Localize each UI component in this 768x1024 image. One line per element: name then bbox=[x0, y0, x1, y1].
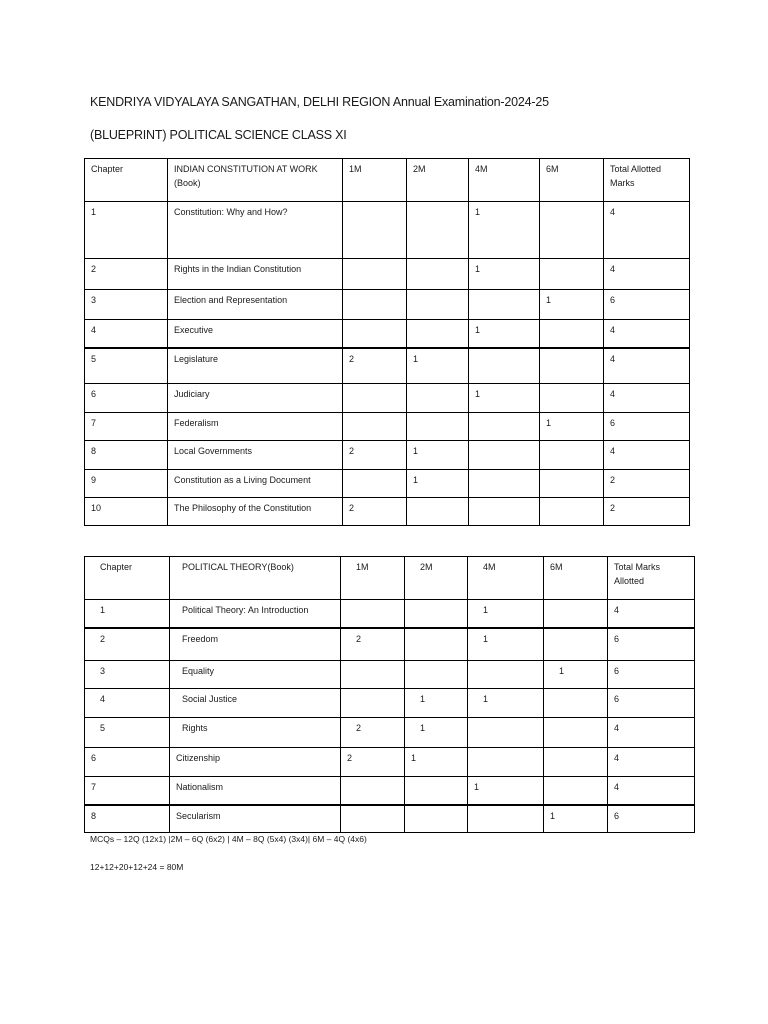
header-two-mark: 2M bbox=[405, 557, 468, 600]
chapter-number-cell: 7 bbox=[85, 413, 168, 441]
two-mark-cell: 1 bbox=[407, 470, 469, 498]
two-mark-cell bbox=[407, 498, 469, 526]
two-mark-cell bbox=[407, 202, 469, 259]
one-mark-cell: 2 bbox=[343, 441, 407, 470]
six-mark-cell bbox=[540, 320, 604, 348]
table-row bbox=[85, 441, 690, 470]
chapter-number-cell: 4 bbox=[85, 689, 170, 718]
total-marks-cell: 4 bbox=[608, 718, 695, 748]
four-mark-cell bbox=[468, 718, 544, 748]
header-six-mark: 6M bbox=[544, 557, 608, 600]
chapter-number-cell: 4 bbox=[85, 320, 168, 348]
chapter-name-cell: Citizenship bbox=[170, 748, 341, 777]
four-mark-cell bbox=[469, 348, 540, 384]
chapter-name-cell: Election and Representation bbox=[168, 290, 343, 320]
header-total-marks: Total Allotted Marks bbox=[604, 159, 690, 202]
chapter-name-cell: Constitution: Why and How? bbox=[168, 202, 343, 259]
four-mark-cell: 1 bbox=[469, 384, 540, 413]
header-chapter-name: POLITICAL THEORY(Book) bbox=[170, 557, 341, 600]
chapter-name-cell: Secularism bbox=[170, 805, 341, 833]
six-mark-cell: 1 bbox=[544, 805, 608, 833]
two-mark-cell: 1 bbox=[407, 348, 469, 384]
total-marks-cell: 4 bbox=[604, 384, 690, 413]
one-mark-cell: 2 bbox=[341, 718, 405, 748]
chapter-number-cell: 10 bbox=[85, 498, 168, 526]
four-mark-cell bbox=[468, 805, 544, 833]
one-mark-cell bbox=[341, 661, 405, 689]
total-marks-cell: 2 bbox=[604, 470, 690, 498]
six-mark-cell bbox=[544, 748, 608, 777]
document-title: KENDRIYA VIDYALAYA SANGATHAN, DELHI REGION Annual Examination-2024-25 bbox=[90, 95, 549, 109]
two-mark-cell bbox=[405, 600, 468, 628]
six-mark-cell bbox=[540, 441, 604, 470]
total-marks-cell: 4 bbox=[604, 348, 690, 384]
total-marks-cell: 6 bbox=[608, 628, 695, 661]
six-mark-cell: 1 bbox=[540, 413, 604, 441]
one-mark-cell bbox=[343, 259, 407, 290]
document-subtitle: (BLUEPRINT) POLITICAL SCIENCE CLASS XI bbox=[90, 128, 347, 142]
one-mark-cell bbox=[343, 320, 407, 348]
chapter-name-cell: Nationalism bbox=[170, 777, 341, 805]
chapter-name-cell: Local Governments bbox=[168, 441, 343, 470]
header-one-mark: 1M bbox=[343, 159, 407, 202]
one-mark-cell bbox=[343, 202, 407, 259]
table-row bbox=[85, 320, 690, 348]
total-marks-cell: 4 bbox=[608, 748, 695, 777]
six-mark-cell bbox=[540, 259, 604, 290]
table-row bbox=[85, 348, 690, 384]
chapter-name-cell: Social Justice bbox=[170, 689, 341, 718]
chapter-number-cell: 1 bbox=[85, 202, 168, 259]
header-chapter-number: Chapter bbox=[85, 159, 168, 202]
header-total-marks: Total Marks Allotted bbox=[608, 557, 695, 600]
two-mark-cell bbox=[405, 628, 468, 661]
two-mark-cell bbox=[407, 290, 469, 320]
total-marks-note: 12+12+20+12+24 = 80M bbox=[90, 862, 184, 872]
two-mark-cell bbox=[407, 413, 469, 441]
total-marks-cell: 6 bbox=[604, 413, 690, 441]
chapter-name-cell: The Philosophy of the Constitution bbox=[168, 498, 343, 526]
two-mark-cell bbox=[405, 661, 468, 689]
six-mark-cell bbox=[540, 498, 604, 526]
two-mark-cell: 1 bbox=[405, 689, 468, 718]
total-marks-cell: 6 bbox=[604, 290, 690, 320]
chapter-number-cell: 3 bbox=[85, 290, 168, 320]
one-mark-cell: 2 bbox=[343, 498, 407, 526]
total-marks-cell: 2 bbox=[604, 498, 690, 526]
header-row bbox=[85, 159, 690, 202]
four-mark-cell bbox=[468, 661, 544, 689]
four-mark-cell: 1 bbox=[469, 202, 540, 259]
political-theory-blueprint-table bbox=[84, 556, 695, 833]
six-mark-cell bbox=[544, 628, 608, 661]
two-mark-cell bbox=[405, 805, 468, 833]
four-mark-cell bbox=[469, 413, 540, 441]
chapter-number-cell: 6 bbox=[85, 748, 170, 777]
six-mark-cell bbox=[544, 689, 608, 718]
table-row bbox=[85, 498, 690, 526]
chapter-name-cell: Political Theory: An Introduction bbox=[170, 600, 341, 628]
six-mark-cell bbox=[544, 777, 608, 805]
table-row bbox=[85, 628, 695, 661]
header-six-mark: 6M bbox=[540, 159, 604, 202]
header-two-mark: 2M bbox=[407, 159, 469, 202]
chapter-name-cell: Freedom bbox=[170, 628, 341, 661]
six-mark-cell: 1 bbox=[544, 661, 608, 689]
chapter-number-cell: 5 bbox=[85, 348, 168, 384]
chapter-number-cell: 8 bbox=[85, 805, 170, 833]
table-row bbox=[85, 470, 690, 498]
table-row bbox=[85, 202, 690, 259]
table-row bbox=[85, 718, 695, 748]
one-mark-cell bbox=[343, 290, 407, 320]
table-row bbox=[85, 748, 695, 777]
table-row bbox=[85, 259, 690, 290]
table-row bbox=[85, 777, 695, 805]
one-mark-cell: 2 bbox=[341, 748, 405, 777]
two-mark-cell bbox=[407, 320, 469, 348]
chapter-name-cell: Executive bbox=[168, 320, 343, 348]
two-mark-cell bbox=[407, 259, 469, 290]
one-mark-cell bbox=[341, 805, 405, 833]
six-mark-cell bbox=[544, 600, 608, 628]
header-row bbox=[85, 557, 695, 600]
six-mark-cell bbox=[540, 348, 604, 384]
header-chapter-number: Chapter bbox=[85, 557, 170, 600]
header-chapter-name: INDIAN CONSTITUTION AT WORK (Book) bbox=[168, 159, 343, 202]
one-mark-cell bbox=[343, 470, 407, 498]
four-mark-cell: 1 bbox=[468, 777, 544, 805]
total-marks-cell: 4 bbox=[604, 320, 690, 348]
four-mark-cell: 1 bbox=[468, 628, 544, 661]
two-mark-cell bbox=[405, 777, 468, 805]
table-row bbox=[85, 413, 690, 441]
header-one-mark: 1M bbox=[341, 557, 405, 600]
chapter-number-cell: 5 bbox=[85, 718, 170, 748]
one-mark-cell bbox=[341, 777, 405, 805]
total-marks-cell: 6 bbox=[608, 661, 695, 689]
table-row bbox=[85, 384, 690, 413]
total-marks-cell: 6 bbox=[608, 805, 695, 833]
four-mark-cell bbox=[469, 498, 540, 526]
two-mark-cell: 1 bbox=[405, 718, 468, 748]
marks-distribution-note: MCQs – 12Q (12x1) |2M – 6Q (6x2) | 4M – 8Q (5x4) (3x4)| 6M – 4Q (4x6) bbox=[90, 834, 367, 844]
chapter-name-cell: Legislature bbox=[168, 348, 343, 384]
chapter-number-cell: 9 bbox=[85, 470, 168, 498]
total-marks-cell: 4 bbox=[604, 202, 690, 259]
six-mark-cell bbox=[544, 718, 608, 748]
total-marks-cell: 4 bbox=[604, 259, 690, 290]
four-mark-cell bbox=[469, 470, 540, 498]
four-mark-cell: 1 bbox=[469, 320, 540, 348]
chapter-name-cell: Rights bbox=[170, 718, 341, 748]
table-row bbox=[85, 805, 695, 833]
total-marks-cell: 4 bbox=[608, 600, 695, 628]
one-mark-cell: 2 bbox=[343, 348, 407, 384]
two-mark-cell: 1 bbox=[407, 441, 469, 470]
four-mark-cell bbox=[469, 290, 540, 320]
chapter-name-cell: Equality bbox=[170, 661, 341, 689]
one-mark-cell bbox=[341, 689, 405, 718]
total-marks-cell: 4 bbox=[604, 441, 690, 470]
six-mark-cell bbox=[540, 384, 604, 413]
chapter-number-cell: 2 bbox=[85, 259, 168, 290]
header-four-mark: 4M bbox=[469, 159, 540, 202]
one-mark-cell: 2 bbox=[341, 628, 405, 661]
four-mark-cell: 1 bbox=[468, 689, 544, 718]
chapter-number-cell: 2 bbox=[85, 628, 170, 661]
table-row bbox=[85, 661, 695, 689]
chapter-number-cell: 6 bbox=[85, 384, 168, 413]
chapter-name-cell: Constitution as a Living Document bbox=[168, 470, 343, 498]
header-four-mark: 4M bbox=[468, 557, 544, 600]
table-row bbox=[85, 290, 690, 320]
six-mark-cell bbox=[540, 202, 604, 259]
chapter-number-cell: 8 bbox=[85, 441, 168, 470]
indian-constitution-blueprint-table bbox=[84, 158, 690, 526]
chapter-number-cell: 3 bbox=[85, 661, 170, 689]
table-row bbox=[85, 600, 695, 628]
one-mark-cell bbox=[343, 384, 407, 413]
one-mark-cell bbox=[341, 600, 405, 628]
four-mark-cell bbox=[469, 441, 540, 470]
six-mark-cell: 1 bbox=[540, 290, 604, 320]
four-mark-cell: 1 bbox=[468, 600, 544, 628]
chapter-name-cell: Judiciary bbox=[168, 384, 343, 413]
one-mark-cell bbox=[343, 413, 407, 441]
total-marks-cell: 6 bbox=[608, 689, 695, 718]
four-mark-cell bbox=[468, 748, 544, 777]
chapter-number-cell: 1 bbox=[85, 600, 170, 628]
chapter-name-cell: Rights in the Indian Constitution bbox=[168, 259, 343, 290]
chapter-name-cell: Federalism bbox=[168, 413, 343, 441]
table-row bbox=[85, 689, 695, 718]
six-mark-cell bbox=[540, 470, 604, 498]
four-mark-cell: 1 bbox=[469, 259, 540, 290]
two-mark-cell bbox=[407, 384, 469, 413]
chapter-number-cell: 7 bbox=[85, 777, 170, 805]
two-mark-cell: 1 bbox=[405, 748, 468, 777]
total-marks-cell: 4 bbox=[608, 777, 695, 805]
